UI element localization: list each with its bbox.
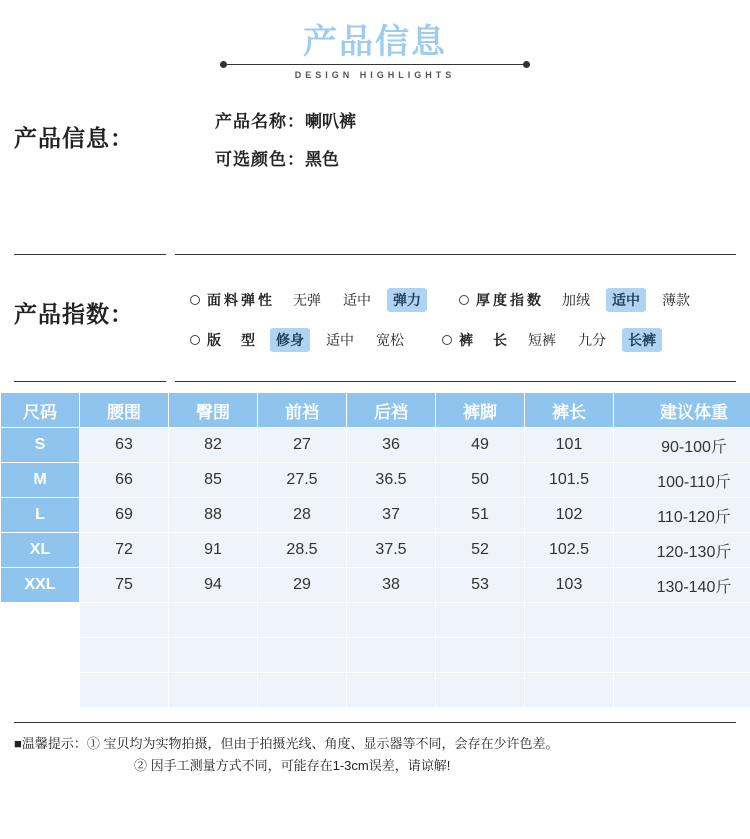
- footer-notes: [0, 722, 750, 777]
- table-header-cell: 臀围: [169, 393, 258, 428]
- index-divider-bottom-left: [14, 381, 166, 382]
- table-cell: 52: [436, 533, 525, 568]
- product-name-key: 产品名称：: [215, 112, 305, 131]
- tip-note-1: ■温馨提示：① 宝贝均为实物拍摄，但由于拍摄光线、角度、显示器等不同，会存在少许色差。: [14, 736, 559, 751]
- table-cell-empty: [436, 638, 525, 673]
- table-cell: 63: [80, 428, 169, 463]
- index-option[interactable]: 加绒: [562, 292, 590, 308]
- table-cell-empty: [169, 603, 258, 638]
- index-option[interactable]: 宽松: [376, 332, 404, 348]
- table-cell: 36.5: [347, 463, 436, 498]
- index-option[interactable]: 适中: [343, 292, 371, 308]
- table-row: [1, 463, 750, 498]
- table-cell-empty: [347, 638, 436, 673]
- table-cell: 50: [436, 463, 525, 498]
- product-color-row: [215, 148, 356, 172]
- circle-bullet-icon: [190, 295, 200, 305]
- table-cell: 66: [80, 463, 169, 498]
- table-cell: 102.5: [525, 533, 614, 568]
- index-row-1: [190, 280, 740, 320]
- product-color-value: 黑色: [305, 150, 339, 169]
- table-header-cell: 后裆: [347, 393, 436, 428]
- table-cell: 49: [436, 428, 525, 463]
- table-header-cell: 建议体重: [614, 393, 750, 428]
- size-table-wrapper: [0, 392, 750, 708]
- table-row: [1, 533, 750, 568]
- index-row-2: [190, 320, 740, 360]
- table-cell-empty: [169, 638, 258, 673]
- circle-bullet-icon: [459, 295, 469, 305]
- index-option[interactable]: 适中: [326, 332, 354, 348]
- index-option-selected[interactable]: 修身: [270, 328, 310, 352]
- table-row: [1, 498, 750, 533]
- tip-note-2: ② 因手工测量方式不同，可能存在1-3cm误差，请谅解!: [134, 758, 451, 773]
- index-option[interactable]: 九分: [578, 332, 606, 348]
- product-name-value: 喇叭裤: [305, 112, 356, 131]
- table-cell-empty: [1, 603, 80, 638]
- table-cell-empty: [80, 603, 169, 638]
- index-option[interactable]: 短裤: [528, 332, 556, 348]
- table-cell-empty: [614, 603, 750, 638]
- table-cell-empty: [614, 638, 750, 673]
- table-cell: 29: [258, 568, 347, 603]
- table-cell-empty: [614, 673, 750, 708]
- product-color-key: 可选颜色：: [215, 150, 305, 169]
- table-cell: 37.5: [347, 533, 436, 568]
- table-cell: 69: [80, 498, 169, 533]
- table-cell: 90-100斤: [614, 428, 750, 463]
- table-cell: 27: [258, 428, 347, 463]
- index-group-label: 裤 长: [459, 332, 510, 348]
- table-cell: 28.5: [258, 533, 347, 568]
- product-name-row: [215, 110, 356, 134]
- size-table-body: [1, 428, 750, 708]
- table-cell-size: XXL: [1, 568, 80, 603]
- page-title: 产品信息: [303, 23, 447, 61]
- index-divider-top-right: [175, 254, 736, 255]
- table-cell: 85: [169, 463, 258, 498]
- table-cell: 130-140斤: [614, 568, 750, 603]
- table-cell: 53: [436, 568, 525, 603]
- index-group-label: 面料弹性: [207, 292, 275, 308]
- index-group-fit: [190, 328, 420, 352]
- table-cell: 102: [525, 498, 614, 533]
- table-row-blank: [1, 638, 750, 673]
- table-cell: 51: [436, 498, 525, 533]
- header-divider: [220, 64, 530, 65]
- table-header-cell: 腰围: [80, 393, 169, 428]
- table-cell: 75: [80, 568, 169, 603]
- table-cell: 28: [258, 498, 347, 533]
- table-cell: 101.5: [525, 463, 614, 498]
- index-option-selected[interactable]: 长裤: [622, 328, 662, 352]
- table-cell-size: M: [1, 463, 80, 498]
- table-cell-empty: [80, 673, 169, 708]
- table-cell-empty: [258, 673, 347, 708]
- table-cell-empty: [347, 603, 436, 638]
- table-cell-empty: [436, 603, 525, 638]
- index-option-selected[interactable]: 适中: [606, 288, 646, 312]
- index-option[interactable]: 薄款: [662, 292, 690, 308]
- table-cell: 36: [347, 428, 436, 463]
- table-header-cell: 裤长: [525, 393, 614, 428]
- size-table: [0, 392, 750, 708]
- product-info-section: [0, 96, 750, 246]
- index-option-selected[interactable]: 弹力: [387, 288, 427, 312]
- table-cell-size: L: [1, 498, 80, 533]
- circle-bullet-icon: [190, 335, 200, 345]
- table-row: [1, 568, 750, 603]
- table-cell: 82: [169, 428, 258, 463]
- table-cell-size: XL: [1, 533, 80, 568]
- index-group-length: [442, 328, 672, 352]
- product-info-label: 产品信息：: [14, 125, 134, 151]
- index-divider-top-left: [14, 254, 166, 255]
- circle-bullet-icon: [442, 335, 452, 345]
- table-cell-empty: [525, 638, 614, 673]
- product-index-rows: [190, 280, 740, 360]
- table-cell: 88: [169, 498, 258, 533]
- table-cell-empty: [1, 638, 80, 673]
- table-cell: 72: [80, 533, 169, 568]
- table-cell: 27.5: [258, 463, 347, 498]
- product-info-rows: [215, 110, 356, 186]
- table-row: [1, 428, 750, 463]
- table-cell: 120-130斤: [614, 533, 750, 568]
- table-cell-empty: [80, 638, 169, 673]
- index-divider-bottom-right: [175, 381, 736, 382]
- table-cell: 101: [525, 428, 614, 463]
- table-cell-empty: [436, 673, 525, 708]
- table-header-cell: 前裆: [258, 393, 347, 428]
- table-header-cell: 尺码: [1, 393, 80, 428]
- table-cell-empty: [525, 673, 614, 708]
- index-option[interactable]: 无弹: [293, 292, 321, 308]
- table-cell-empty: [525, 603, 614, 638]
- table-cell-empty: [258, 638, 347, 673]
- page-header: [0, 0, 750, 96]
- table-cell-empty: [347, 673, 436, 708]
- index-group-thickness: [459, 288, 706, 312]
- table-cell: 103: [525, 568, 614, 603]
- table-cell-empty: [1, 673, 80, 708]
- size-table-head: [1, 393, 750, 428]
- table-cell: 94: [169, 568, 258, 603]
- table-header-cell: 裤脚: [436, 393, 525, 428]
- table-row-blank: [1, 603, 750, 638]
- index-group-fabric-elasticity: [190, 288, 437, 312]
- table-cell-empty: [258, 603, 347, 638]
- table-row-blank: [1, 673, 750, 708]
- header-subtitle: DESIGN HIGHLIGHTS: [294, 70, 456, 80]
- table-cell: 110-120斤: [614, 498, 750, 533]
- table-cell: 91: [169, 533, 258, 568]
- product-index-label: 产品指数：: [14, 301, 134, 327]
- table-cell: 37: [347, 498, 436, 533]
- table-header-row: [1, 393, 750, 428]
- index-group-label: 厚度指数: [476, 292, 544, 308]
- table-cell-size: S: [1, 428, 80, 463]
- product-index-section: [0, 254, 750, 382]
- index-group-label: 版 型: [207, 332, 258, 348]
- footer-divider: [14, 722, 736, 723]
- table-cell: 38: [347, 568, 436, 603]
- table-cell: 100-110斤: [614, 463, 750, 498]
- table-cell-empty: [169, 673, 258, 708]
